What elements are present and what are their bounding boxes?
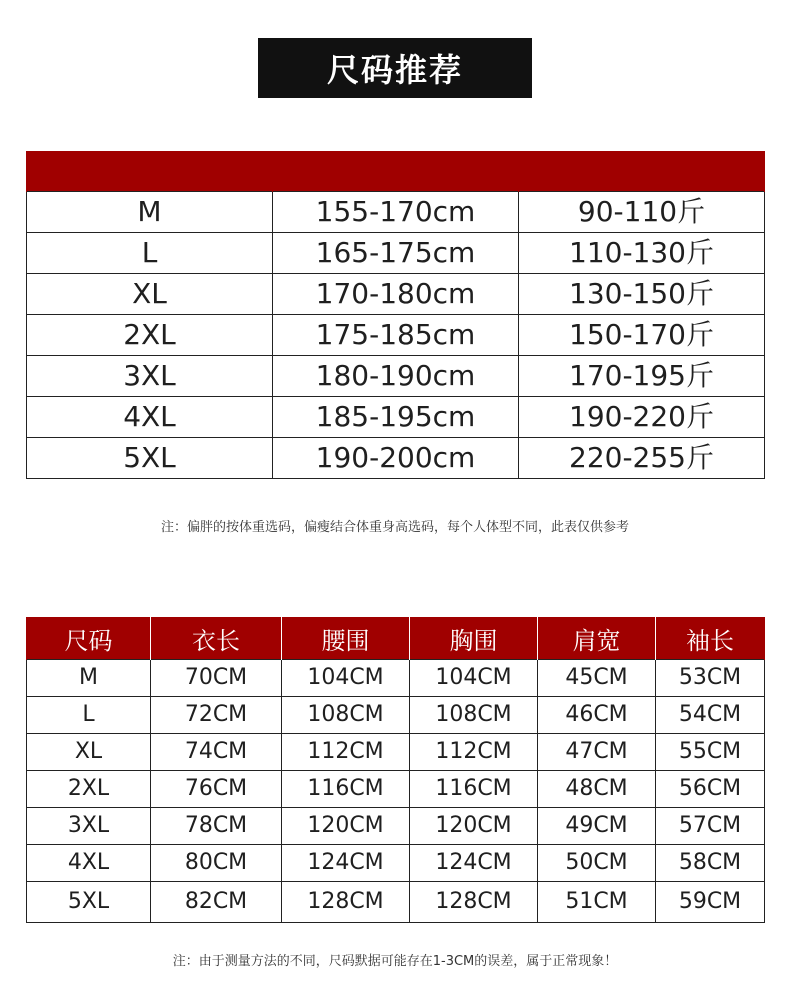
size-cell: 3XL — [27, 356, 273, 397]
size-cell: M — [27, 192, 273, 233]
size-cell: 5XL — [27, 438, 273, 479]
table-cell: 80CM — [151, 845, 282, 882]
table-row — [27, 771, 765, 808]
table-row — [27, 356, 765, 397]
header-cell — [27, 151, 273, 192]
table-cell: 70CM — [151, 660, 282, 697]
weight-cell: 170-195斤 — [519, 356, 765, 397]
table-cell: 3XL — [27, 808, 151, 845]
table-cell: 56CM — [656, 771, 765, 808]
size-cell: XL — [27, 274, 273, 315]
table-cell: 112CM — [282, 734, 410, 771]
table-row — [27, 845, 765, 882]
table-cell: 128CM — [282, 882, 410, 923]
table-cell: 124CM — [282, 845, 410, 882]
table-cell: XL — [27, 734, 151, 771]
table-row — [27, 438, 765, 479]
page-title: 尺码推荐 — [258, 38, 532, 98]
header-cell — [519, 151, 765, 192]
height-cell: 175-185cm — [273, 315, 519, 356]
table-header-row — [27, 151, 765, 192]
table-row — [27, 192, 765, 233]
header-waist: 腰围 — [282, 617, 410, 660]
table-cell: 82CM — [151, 882, 282, 923]
table-cell: 53CM — [656, 660, 765, 697]
size-recommend-table — [26, 151, 765, 479]
height-cell: 185-195cm — [273, 397, 519, 438]
table-row — [27, 274, 765, 315]
table-header-row — [27, 617, 765, 660]
table-cell: 59CM — [656, 882, 765, 923]
height-cell: 180-190cm — [273, 356, 519, 397]
weight-cell: 150-170斤 — [519, 315, 765, 356]
header-length: 衣长 — [151, 617, 282, 660]
table-cell: 48CM — [538, 771, 656, 808]
table-cell: 57CM — [656, 808, 765, 845]
height-cell: 170-180cm — [273, 274, 519, 315]
table-cell: 46CM — [538, 697, 656, 734]
size-cell: L — [27, 233, 273, 274]
table-row — [27, 734, 765, 771]
weight-cell: 90-110斤 — [519, 192, 765, 233]
weight-cell: 220-255斤 — [519, 438, 765, 479]
table-cell: 49CM — [538, 808, 656, 845]
table-row — [27, 808, 765, 845]
measurement-note: 注：由于测量方法的不同，尺码默据可能存在1-3CM的误差，属于正常现象！ — [172, 954, 618, 969]
weight-cell: 130-150斤 — [519, 274, 765, 315]
selection-note: 注：偏胖的按体重选码，偏瘦结合体重身高选码，每个人体型不同，此表仅供参考 — [160, 520, 629, 535]
header-size: 尺码 — [27, 617, 151, 660]
weight-cell: 190-220斤 — [519, 397, 765, 438]
table-cell: 45CM — [538, 660, 656, 697]
table-cell: 108CM — [410, 697, 538, 734]
table-cell: 124CM — [410, 845, 538, 882]
table-cell: 120CM — [282, 808, 410, 845]
table-row — [27, 660, 765, 697]
size-measure-table — [26, 617, 765, 923]
height-cell: 165-175cm — [273, 233, 519, 274]
table-row — [27, 697, 765, 734]
table-cell: 50CM — [538, 845, 656, 882]
table-cell: L — [27, 697, 151, 734]
size-cell: 2XL — [27, 315, 273, 356]
table-cell: 5XL — [27, 882, 151, 923]
table-row — [27, 882, 765, 923]
table-cell: 78CM — [151, 808, 282, 845]
table-cell: 2XL — [27, 771, 151, 808]
height-cell: 190-200cm — [273, 438, 519, 479]
table-cell: 51CM — [538, 882, 656, 923]
table-cell: 108CM — [282, 697, 410, 734]
table-cell: 47CM — [538, 734, 656, 771]
table-cell: 116CM — [282, 771, 410, 808]
table-cell: M — [27, 660, 151, 697]
table-cell: 104CM — [410, 660, 538, 697]
table-row — [27, 397, 765, 438]
table-cell: 76CM — [151, 771, 282, 808]
header-sleeve: 袖长 — [656, 617, 765, 660]
weight-cell: 110-130斤 — [519, 233, 765, 274]
header-shoulder: 肩宽 — [538, 617, 656, 660]
table-cell: 104CM — [282, 660, 410, 697]
table-cell: 128CM — [410, 882, 538, 923]
table-cell: 55CM — [656, 734, 765, 771]
size-cell: 4XL — [27, 397, 273, 438]
table-cell: 4XL — [27, 845, 151, 882]
table-cell: 116CM — [410, 771, 538, 808]
table-cell: 74CM — [151, 734, 282, 771]
table-cell: 72CM — [151, 697, 282, 734]
table-cell: 120CM — [410, 808, 538, 845]
height-cell: 155-170cm — [273, 192, 519, 233]
header-cell — [273, 151, 519, 192]
table-cell: 58CM — [656, 845, 765, 882]
table-row — [27, 315, 765, 356]
header-chest: 胸围 — [410, 617, 538, 660]
table-row — [27, 233, 765, 274]
table-cell: 54CM — [656, 697, 765, 734]
table-cell: 112CM — [410, 734, 538, 771]
